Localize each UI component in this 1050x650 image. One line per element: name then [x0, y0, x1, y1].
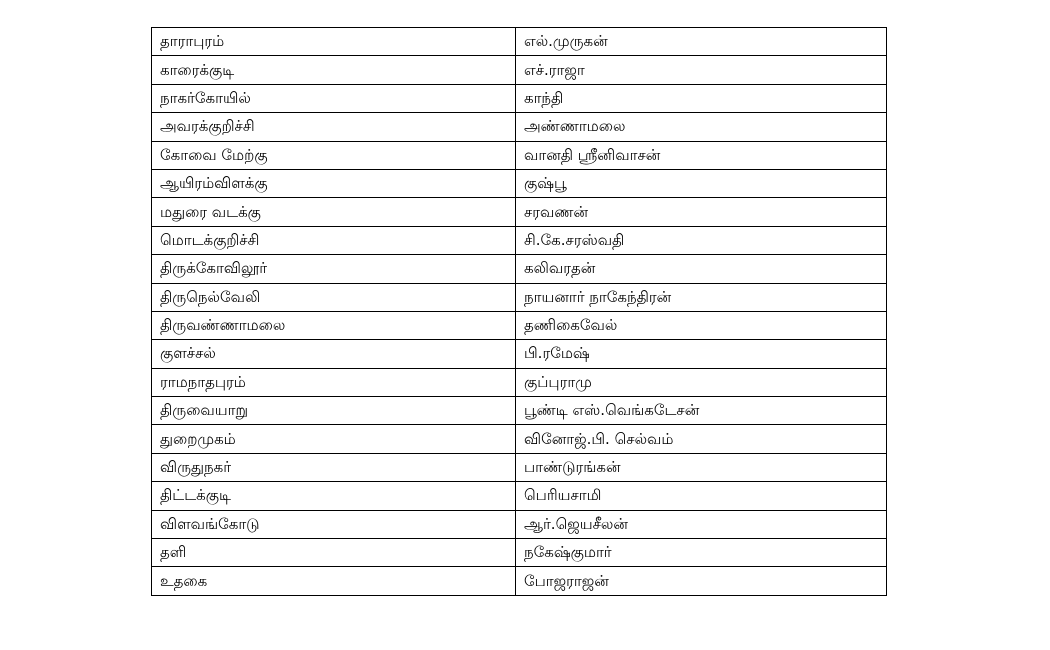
- table-row: [152, 482, 887, 510]
- candidate-cell: குப்புராமு: [516, 368, 887, 396]
- constituency-cell: உதகை: [152, 567, 516, 595]
- candidate-table: [151, 27, 887, 596]
- table-row: [152, 340, 887, 368]
- candidate-cell: பாண்டுரங்கன்: [516, 453, 887, 481]
- table-row: [152, 567, 887, 595]
- candidate-cell: போஜராஜன்: [516, 567, 887, 595]
- candidate-cell: வானதி ஸ்ரீனிவாசன்: [516, 141, 887, 169]
- candidate-cell: அண்ணாமலை: [516, 113, 887, 141]
- candidate-cell: சி.கே.சரஸ்வதி: [516, 226, 887, 254]
- candidate-cell: பூண்டி எஸ்.வெங்கடேசன்: [516, 397, 887, 425]
- table-row: [152, 141, 887, 169]
- table-row: [152, 510, 887, 538]
- constituency-cell: கோவை மேற்கு: [152, 141, 516, 169]
- candidate-cell: எல்.முருகன்: [516, 28, 887, 56]
- table-row: [152, 425, 887, 453]
- constituency-cell: திருவண்ணாமலை: [152, 311, 516, 339]
- table-row: [152, 453, 887, 481]
- candidate-cell: நாயனார் நாகேந்திரன்: [516, 283, 887, 311]
- constituency-cell: அவரக்குறிச்சி: [152, 113, 516, 141]
- constituency-cell: தாராபுரம்: [152, 28, 516, 56]
- candidate-cell: எச்.ராஜா: [516, 56, 887, 84]
- table-row: [152, 113, 887, 141]
- table-row: [152, 255, 887, 283]
- constituency-cell: ராமநாதபுரம்: [152, 368, 516, 396]
- constituency-cell: மொடக்குறிச்சி: [152, 226, 516, 254]
- constituency-cell: காரைக்குடி: [152, 56, 516, 84]
- table-row: [152, 84, 887, 112]
- candidate-cell: பி.ரமேஷ்: [516, 340, 887, 368]
- table-row: [152, 283, 887, 311]
- table-row: [152, 368, 887, 396]
- candidate-cell: ஆர்.ஜெயசீலன்: [516, 510, 887, 538]
- constituency-cell: விருதுநகர்: [152, 453, 516, 481]
- candidate-cell: கலிவரதன்: [516, 255, 887, 283]
- constituency-cell: குளச்சல்: [152, 340, 516, 368]
- table-row: [152, 397, 887, 425]
- constituency-cell: தளி: [152, 539, 516, 567]
- constituency-cell: ஆயிரம்விளக்கு: [152, 169, 516, 197]
- candidate-cell: வினோஜ்.பி. செல்வம்: [516, 425, 887, 453]
- constituency-cell: திட்டக்குடி: [152, 482, 516, 510]
- table-row: [152, 311, 887, 339]
- table-row: [152, 56, 887, 84]
- constituency-cell: திருவையாறு: [152, 397, 516, 425]
- table-row: [152, 539, 887, 567]
- table-row: [152, 28, 887, 56]
- constituency-cell: மதுரை வடக்கு: [152, 198, 516, 226]
- candidate-cell: சரவணன்: [516, 198, 887, 226]
- table-row: [152, 169, 887, 197]
- candidate-cell: காந்தி: [516, 84, 887, 112]
- constituency-cell: திருநெல்வேலி: [152, 283, 516, 311]
- table-row: [152, 198, 887, 226]
- table-row: [152, 226, 887, 254]
- constituency-cell: விளவங்கோடு: [152, 510, 516, 538]
- constituency-cell: திருக்கோவிலூர்: [152, 255, 516, 283]
- candidate-cell: பெரியசாமி: [516, 482, 887, 510]
- constituency-cell: துறைமுகம்: [152, 425, 516, 453]
- constituency-cell: நாகர்கோயில்: [152, 84, 516, 112]
- candidate-cell: நகேஷ்குமார்: [516, 539, 887, 567]
- candidate-cell: குஷ்பூ: [516, 169, 887, 197]
- candidate-cell: தணிகைவேல்: [516, 311, 887, 339]
